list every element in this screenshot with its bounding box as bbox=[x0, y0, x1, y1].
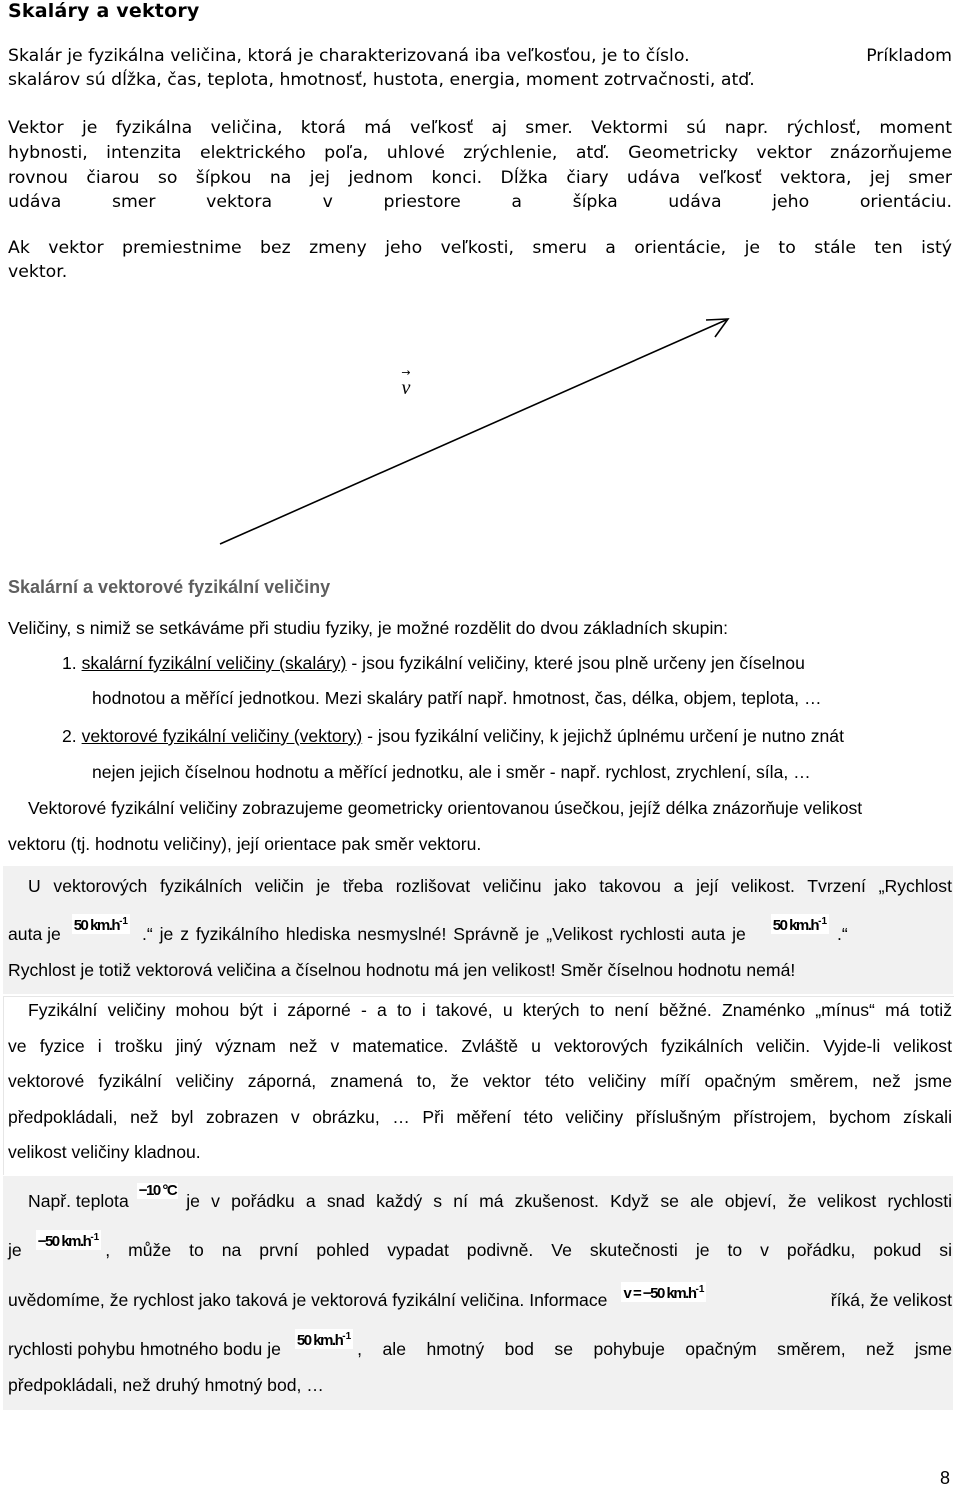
formula-sup: -1 bbox=[695, 1284, 705, 1295]
vector-label bbox=[396, 368, 416, 398]
list-item-2 bbox=[62, 726, 844, 747]
list-item-1-cont: hodnotou a měřící jednotkou. Mezi skaláry patří např. hmotnost, čas, délka, objem, teplota, … bbox=[92, 688, 822, 708]
section-title-scalars-vectors: Skaláry a vektory bbox=[8, 0, 200, 22]
term-vectors: vektorové fyzikální veličiny (vektory) bbox=[81, 726, 363, 746]
paragraph-move-line2: vektor. bbox=[8, 262, 68, 282]
text: - jsou fyzikální veličiny, které jsou plně určeny jen číselnou bbox=[346, 653, 805, 673]
text: , ale hmotný bod se pohybuje opačným směrem, než jsme bbox=[357, 1339, 952, 1359]
paragraph-scalar-line2: skalárov sú dĺžka, čas, teplota, hmotnosť, hustota, energia, moment zotrvačnosti, atď. bbox=[8, 70, 755, 90]
text: je bbox=[8, 1240, 22, 1260]
box3-line1 bbox=[28, 1182, 952, 1212]
formula-positive-speed bbox=[295, 1329, 353, 1349]
text: .“ bbox=[837, 924, 848, 944]
box1-line1: U vektorových fyzikálních veličin je třeba rozlišovat veličinu jako takovou a její velikost. Tvrzení „Rychlost bbox=[28, 876, 952, 896]
paragraph-scalar-line1 bbox=[8, 44, 952, 68]
paragraph-move-line1: Ak vektor premiestnime bez zmeny jeho veľkosti, smeru a orientácie, je to stále ten istý bbox=[8, 238, 952, 258]
box2-line5: velikost veličiny kladnou. bbox=[8, 1142, 201, 1162]
paragraph-vector-display-line2: vektoru (tj. hodnotu veličiny), její orientace pak směr vektoru. bbox=[8, 834, 482, 854]
formula-text: v = −50 km.h bbox=[623, 1285, 696, 1302]
formula-temperature: −10 °C bbox=[138, 1182, 177, 1199]
text: je v pořádku a snad každý s ní má zkušenost. Když se ale objeví, že velikost rychlosti bbox=[186, 1191, 952, 1211]
box2-line3: vektorové fyzikální veličiny záporná, znamená to, že vektor této veličiny míří opačným směrem, než jsme bbox=[8, 1071, 952, 1091]
formula-sup: -1 bbox=[342, 1331, 352, 1342]
text: uvědomíme, že rychlost jako taková je vektorová fyzikální veličina. Informace bbox=[8, 1290, 608, 1310]
text: auta je bbox=[8, 924, 61, 944]
text: rychlosti pohybu hmotného bodu je bbox=[8, 1339, 281, 1359]
list-number: 2. bbox=[62, 726, 77, 746]
text: .“ je z fyzikálního hlediska nesmyslné! Správně je „Velikost rychlosti auta je bbox=[142, 924, 746, 944]
text: - jsou fyzikální veličiny, k jejichž úplnému určení je nutno znát bbox=[362, 726, 844, 746]
formula-speed-magnitude-50 bbox=[771, 914, 829, 934]
paragraph-intro: Veličiny, s nimiž se setkáváme při studiu fyziky, je možné rozdělit do dvou základních skupin: bbox=[8, 618, 729, 638]
paragraph-vector-display-line1: Vektorové fyzikální veličiny zobrazujeme geometricky orientovanou úsečkou, jejíž délka znázorňuje velikost bbox=[28, 798, 863, 818]
vector-label-arrow: → bbox=[401, 366, 411, 379]
vector-figure bbox=[0, 300, 960, 560]
formula-text: 50 km.h bbox=[296, 1332, 343, 1349]
paragraph-vector-line3: rovnou čiarou so šípkou na jej jednom konci. Dĺžka čiary udáva veľkosť vektora, jej smer bbox=[8, 168, 952, 188]
paragraph-vector-line1: Vektor je fyzikálna veličina, ktorá má veľkosť aj smer. Vektormi sú napr. rýchlosť, moment bbox=[8, 118, 952, 138]
list-number: 1. bbox=[62, 653, 77, 673]
formula-text: 50 km.h bbox=[73, 917, 120, 934]
formula-text: 50 km.h bbox=[772, 917, 819, 934]
page-number: 8 bbox=[939, 1468, 950, 1488]
box3-line3 bbox=[8, 1284, 952, 1311]
box3-line4 bbox=[8, 1331, 952, 1360]
formula-v-negative bbox=[621, 1282, 706, 1302]
box2-line1: Fyzikální veličiny mohou být i záporné - a to i takové, u kterých to není běžné. Znaménko „mínus“ má totiž bbox=[28, 1000, 952, 1020]
text: , může to na první pohled vypadat podivně. Ve skutečnosti je to v pořádku, pokud si bbox=[105, 1240, 952, 1260]
vector-line bbox=[220, 320, 726, 544]
list-item-2-cont: nejen jejich číselnou hodnotu a měřící jednotku, ale i směr - např. rychlost, zrychlení, síla, … bbox=[92, 762, 811, 782]
formula-text: −50 km.h bbox=[37, 1233, 91, 1250]
box2-line4: předpokládali, než byl zobrazen v obrázku, … Při měření této veličiny příslušným přístrojem, bychom získali bbox=[8, 1107, 952, 1127]
text: Skalár je fyzikálna veličina, ktorá je charakterizovaná iba veľkosťou, je to číslo. bbox=[8, 46, 690, 66]
vector-label-symbol: v bbox=[401, 377, 411, 399]
formula-negative-speed bbox=[36, 1230, 102, 1250]
box3-line5: předpokládali, než druhý hmotný bod, … bbox=[8, 1375, 324, 1395]
box1-line3: Rychlost je totiž vektorová veličina a číselnou hodnotu má jen velikost! Směr číselnou hodnotu nemá! bbox=[8, 960, 796, 980]
box1-line2 bbox=[8, 916, 952, 945]
term-scalars: skalární fyzikální veličiny (skaláry) bbox=[81, 653, 347, 673]
paragraph-vector-line4: udáva smer vektora v priestore a šípka udáva jeho orientáciu. bbox=[8, 192, 952, 212]
formula-sup: -1 bbox=[90, 1232, 100, 1243]
formula-speed-50 bbox=[72, 914, 130, 934]
formula-sup: -1 bbox=[119, 916, 128, 927]
box2-line2: ve fyzice i trošku jiný význam než v matematice. Zvláště u vektorových fyzikálních veličin. Vyjde-li velikost bbox=[8, 1036, 952, 1056]
paragraph-vector-line2: hybnosti, intenzita elektrického poľa, uhlové zrýchlenie, atď. Geometricky vektor znázorňujeme bbox=[8, 143, 952, 163]
text: Např. teplota bbox=[28, 1191, 129, 1211]
text: říká, že velikost bbox=[830, 1290, 952, 1310]
section-title-scalar-vector-quantities: Skalární a vektorové fyzikální veličiny bbox=[8, 577, 331, 597]
formula-sup: -1 bbox=[818, 916, 828, 927]
list-item-1 bbox=[62, 653, 805, 674]
box3-line2 bbox=[8, 1232, 952, 1261]
text: Príkladom bbox=[866, 46, 952, 66]
